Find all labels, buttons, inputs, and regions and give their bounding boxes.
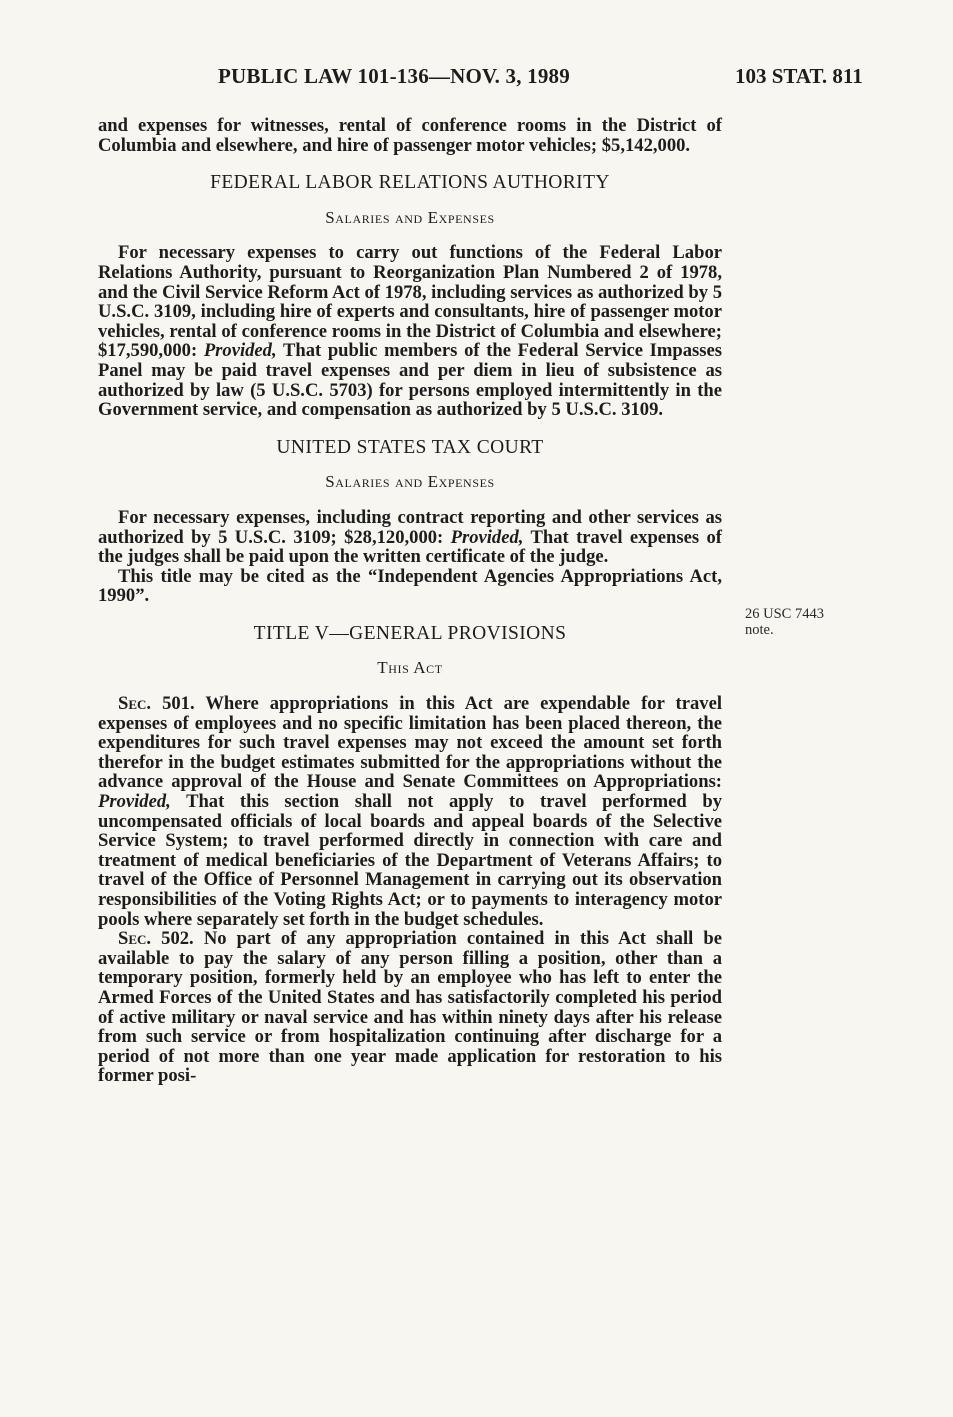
tax-court-paragraph xyxy=(98,508,722,567)
sec-501-proviso: Provided, xyxy=(98,791,171,813)
margin-note-citation: 26 USC 7443 xyxy=(745,606,824,622)
margin-note xyxy=(745,606,855,638)
tax-court-proviso: Provided, xyxy=(450,526,524,548)
citation-paragraph: This title may be cited as the “Independent Agencies Appropriations Act, 1990”. xyxy=(98,565,722,607)
sec-502-paragraph xyxy=(98,929,722,1086)
flra-subheading: Salaries and Expenses xyxy=(325,207,495,227)
tax-court-text-1: For necessary expenses, including contract reporting and other services as authorized by 5 U.S.C. 3109; $28,120,000: xyxy=(98,506,722,548)
tax-court-subheading: Salaries and Expenses xyxy=(325,472,495,492)
sec-501-label: Sec. 501. xyxy=(118,693,195,715)
title-v-heading: TITLE V—GENERAL PROVISIONS xyxy=(253,622,567,644)
sec-501-text-2: That this section shall not apply to travel performed by uncompensated officials of local boards and appeal boards of the Selective Service System; to travel performed directly in connection with care and treatment of medical beneficiaries of the Department of Veterans Affairs; to travel of the Office of Personnel Management in carrying out its observation responsibilities of the Voting Rights Act; or to payments to interagency motor pools where separately set forth in the budget schedules. xyxy=(98,791,722,930)
stat-page-number: 103 STAT. 811 xyxy=(735,64,863,88)
running-head xyxy=(0,64,953,94)
sec-502-label: Sec. 502. xyxy=(118,928,194,950)
intro-paragraph: and expenses for witnesses, rental of conference rooms in the District of Columbia and elsewhere, and hire of passenger motor vehicles; $5,142,000. xyxy=(98,115,722,156)
flra-text-1: For necessary expenses to carry out functions of the Federal Labor Relations Authority, pursuant to Reorganization Plan Numbered 2 of 1978, and the Civil Service Reform Act of 1978, including services as authorized by 5 U.S.C. 3109, including hire of experts and consultants, hire of passenger motor vehicles, rental of conference rooms in the District of Columbia and elsewhere; $17,590,000: xyxy=(98,242,722,362)
sec-502-text: No part of any appropriation contained in this Act shall be available to pay the salary of any person filling a position, other than a temporary position, formerly held by an employee who has left to enter the Armed Forces of the United States and has satisfactorily completed his period of active military or naval service and has within ninety days after his release from such service or from hospitalization continuing after discharge for a period of not more than one year made application for restoration to his former posi- xyxy=(98,928,722,1087)
this-act-subheading: This Act xyxy=(377,658,443,678)
law-title: PUBLIC LAW 101-136—NOV. 3, 1989 xyxy=(218,64,570,88)
tax-court-heading: UNITED STATES TAX COURT xyxy=(276,436,544,458)
sec-501-text-1: Where appropriations in this Act are expendable for travel expenses of employees and no specific limitation has been placed thereon, the expenditures for such travel expenses may not exceed the amount set forth therefor in the budget estimates submitted for the appropriations without the advance approval of the House and Senate Committees on Appropriations: xyxy=(98,693,722,793)
sec-501-paragraph xyxy=(98,694,722,929)
flra-text-2: That public members of the Federal Service Impasses Panel may be paid travel expenses and per diem in lieu of subsistence as authorized by law (5 U.S.C. 5703) for persons employed intermittently in the Government service, and compensation as authorized by 5 U.S.C. 3109. xyxy=(98,340,723,421)
margin-note-label: note. xyxy=(745,622,774,638)
flra-proviso: Provided, xyxy=(203,340,277,362)
body-text xyxy=(98,116,722,1086)
flra-heading: FEDERAL LABOR RELATIONS AUTHORITY xyxy=(210,172,610,194)
flra-paragraph xyxy=(98,243,722,419)
tax-court-text-2: That travel expenses of the judges shall be paid upon the written certificate of the judge. xyxy=(98,526,722,568)
